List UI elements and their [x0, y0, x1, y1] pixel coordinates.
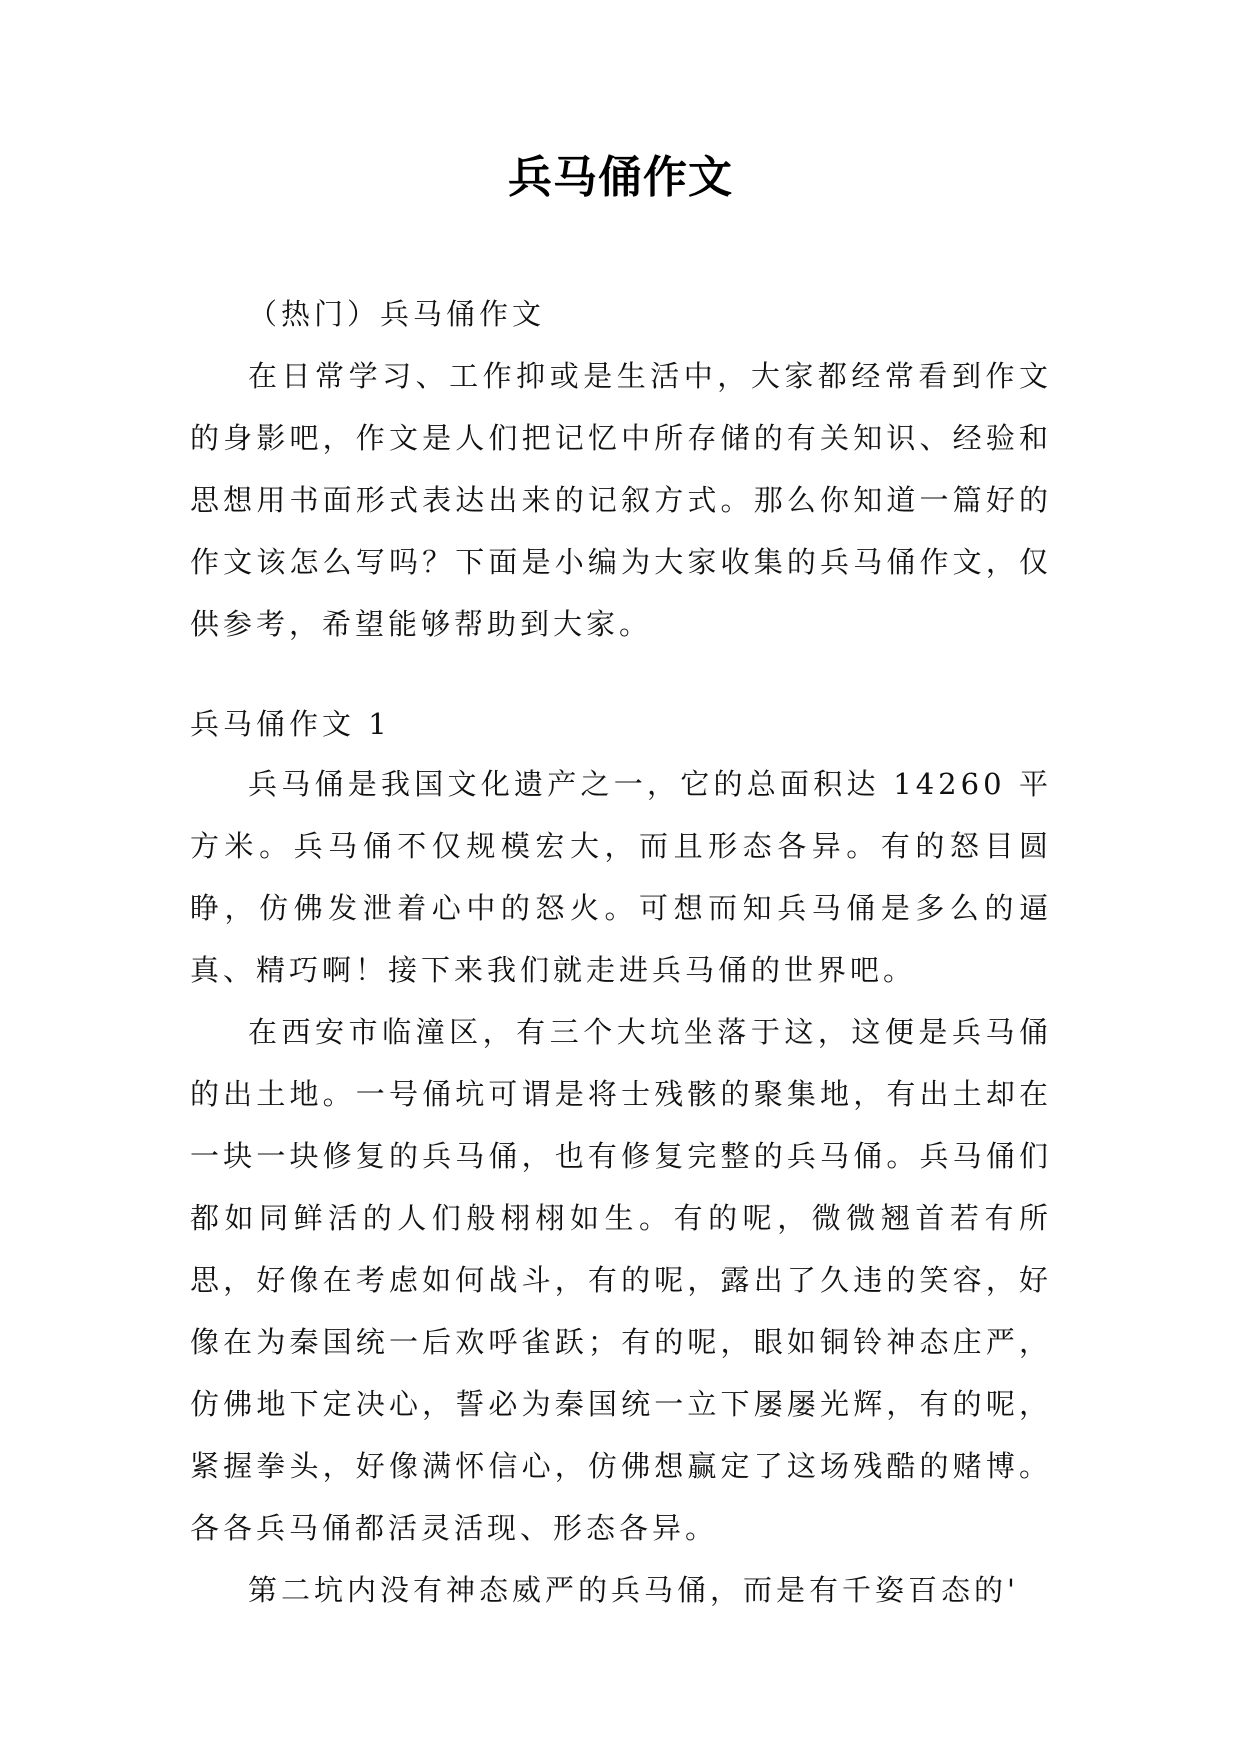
essay-heading: 兵马俑作文 1 [190, 707, 391, 741]
essay-paragraph: 第二坑内没有神态威严的兵马俑，而是有千姿百态的' [248, 1573, 1019, 1607]
intro-paragraph: 在日常学习、工作抑或是生活中，大家都经常看到作文的身影吧，作文是人们把记忆中所存储的有关知识、经验和思想用书面形式表达出来的记叙方式。那么你知道一篇好的作文该怎么写吗？下面是小编为大家收集的兵马俑作文，仅供参考，希望能够帮助到大家。 [190, 359, 1052, 641]
essay-paragraph: 在西安市临潼区，有三个大坑坐落于这，这便是兵马俑的出土地。一号俑坑可谓是将士残骸的聚集地，有出土却在一块一块修复的兵马俑，也有修复完整的兵马俑。兵马俑们都如同鲜活的人们般栩栩如生。有的呢，微微翘首若有所思，好像在考虑如何战斗，有的呢，露出了久违的笑容，好像在为秦国统一后欢呼雀跃；有的呢，眼如铜铃神态庄严，仿佛地下定决心，誓必为秦国统一立下屡屡光辉，有的呢，紧握拳头，好像满怀信心，仿佛想赢定了这场残酷的赌博。各各兵马俑都活灵活现、形态各异。 [190, 1015, 1052, 1545]
document-title: 兵马俑作文 [508, 152, 733, 203]
essay-paragraph: 兵马俑是我国文化遗产之一，它的总面积达 14260 平方米。兵马俑不仅规模宏大，而且形态各异。有的怒目圆睁，仿佛发泄着心中的怒火。可想而知兵马俑是多么的逼真、精巧啊！接下来我们就走进兵马俑的世界吧。 [190, 767, 1052, 987]
essay-body [190, 753, 1052, 1621]
document-subtitle: （热门）兵马俑作文 [248, 297, 546, 331]
intro-section [190, 345, 1052, 655]
